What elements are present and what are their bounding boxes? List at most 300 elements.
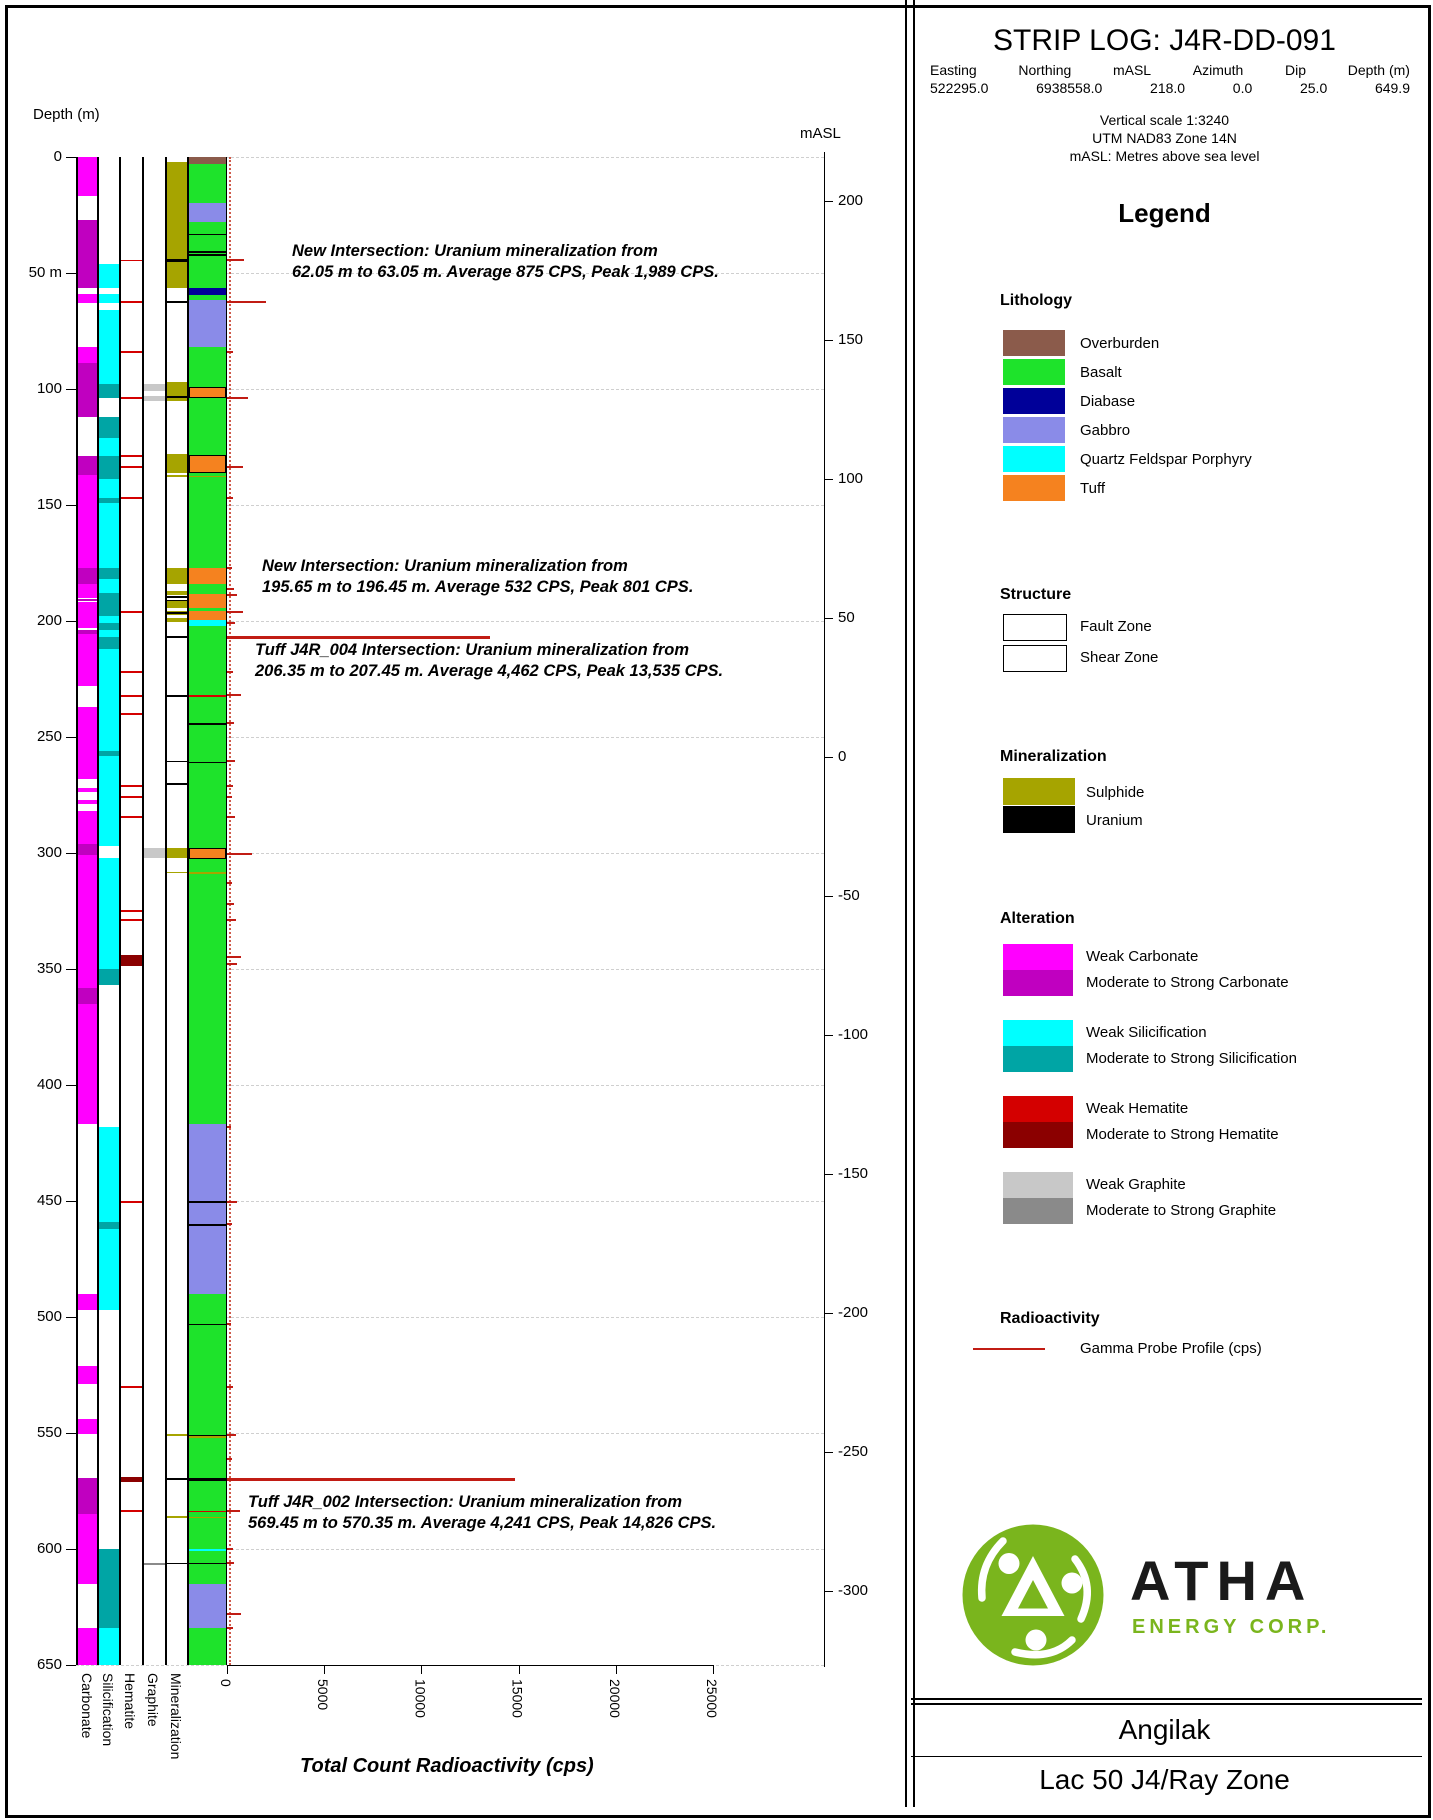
carbonate-interval (78, 1628, 97, 1665)
radioactivity-tick-label: 0 (218, 1679, 234, 1687)
gamma-spike (227, 497, 233, 499)
gamma-spike (227, 760, 235, 762)
alteration-swatch-strong (1003, 1046, 1073, 1072)
lithology-contact-line (189, 234, 226, 236)
alteration-weak-label: Weak Graphite (1086, 1176, 1186, 1193)
mineralization-interval (167, 783, 187, 784)
depth-tick (66, 1665, 76, 1666)
masl-tick (824, 479, 833, 480)
gamma-spike (227, 796, 232, 798)
gamma-spike (227, 1434, 236, 1436)
alteration-swatch-weak (1003, 944, 1073, 970)
carbonate-interval (78, 599, 97, 601)
mineralization-interval (167, 848, 187, 857)
gamma-spike (227, 816, 235, 818)
gamma-spike (227, 1478, 515, 1481)
hematite-interval (121, 816, 142, 818)
lithology-contact-line (189, 762, 226, 764)
silicification-interval (99, 969, 119, 985)
footer-mid-line (911, 1756, 1422, 1757)
depth-tick (66, 1085, 76, 1086)
lithology-contact-line (189, 1324, 226, 1326)
carbonate-interval (78, 1419, 97, 1434)
depth-tick (66, 621, 76, 622)
depth-tick (66, 273, 76, 274)
lithology-hematite-line (189, 1511, 226, 1513)
collar-header: Northing (1018, 62, 1072, 78)
radioactivity-tick-label: 25000 (704, 1679, 720, 1718)
gamma-spike (227, 397, 248, 399)
collar-info-values (930, 80, 1410, 96)
silicification-interval (99, 1222, 119, 1229)
mineralization-interval (167, 301, 187, 304)
structure-swatch-shear (1003, 645, 1067, 672)
silicification-interval (99, 579, 119, 593)
alteration-strong-label: Moderate to Strong Graphite (1086, 1202, 1277, 1219)
radioactivity-tick-label: 15000 (509, 1679, 526, 1718)
silicification-interval (99, 616, 119, 623)
gamma-spike (227, 1613, 241, 1615)
gamma-spike (227, 1223, 232, 1225)
graphite-interval (144, 1563, 165, 1565)
alteration-strong-label: Moderate to Strong Carbonate (1086, 974, 1289, 991)
footer-zone: Lac 50 J4/Ray Zone (1039, 1764, 1290, 1795)
mineralization-interval (167, 162, 187, 288)
hematite-interval (121, 455, 142, 457)
radioactivity-tick (324, 1665, 325, 1674)
depth-tick-label: 500 (36, 1308, 62, 1325)
lithology-interval-tuff (189, 611, 226, 620)
lithology-interval-basalt (189, 626, 226, 849)
lithology-label: Overburden (1080, 335, 1160, 352)
lithology-qfp-line (189, 1549, 226, 1551)
radioactivity-tick-label: 10000 (412, 1679, 429, 1718)
gamma-spike (227, 466, 243, 468)
lithology-interval-gabbro (189, 1124, 226, 1293)
carbonate-interval (78, 988, 97, 1004)
gamma-spike (227, 301, 266, 303)
gamma-spike (227, 956, 241, 958)
mineralization-interval (167, 454, 187, 473)
masl-tick-label: 100 (838, 470, 864, 487)
mineralization-label: Uranium (1086, 812, 1143, 829)
alteration-weak-label: Weak Carbonate (1086, 948, 1199, 965)
masl-tick (824, 340, 833, 341)
depth-tick (66, 157, 76, 158)
carbonate-interval (78, 800, 97, 805)
legend-radioactivity-heading: Radioactivity (1000, 1310, 1100, 1327)
masl-tick-label: -100 (838, 1026, 869, 1043)
depth-tick (66, 737, 76, 738)
carbonate-interval (78, 294, 97, 303)
lithology-swatch-overburden (1003, 330, 1065, 356)
hematite-interval (121, 955, 142, 965)
masl-tick-label: -150 (838, 1165, 869, 1182)
legend-alteration-heading: Alteration (1000, 910, 1075, 927)
graphite-interval (144, 396, 165, 401)
gamma-baseline (229, 157, 231, 1665)
depth-axis-title: Depth (m) (33, 106, 100, 123)
collar-value: 522295.0 (930, 80, 989, 96)
legend-title: Legend (1118, 198, 1211, 228)
silicification-interval (99, 1229, 119, 1310)
intersection-annotation: Tuff J4R_004 Intersection: Uranium mineralization from 206.35 m to 207.45 m. Average 4,462 CPS, Peak 13,535 CPS. (255, 641, 724, 680)
silicification-interval (99, 568, 119, 580)
carbonate-interval (78, 1294, 97, 1310)
depth-tick (66, 389, 76, 390)
alteration-swatch-weak (1003, 1020, 1073, 1046)
collar-value: 218.0 (1150, 80, 1186, 96)
gamma-spike (227, 259, 244, 261)
column-label-graphite: Graphite (145, 1673, 161, 1727)
hematite-interval (121, 497, 142, 499)
map-note: UTM NAD83 Zone 14N (1092, 130, 1237, 146)
masl-tick (824, 201, 833, 202)
mineralization-interval (167, 1478, 187, 1480)
mineralization-interval (167, 872, 187, 874)
footer-divider-top-inner (911, 1703, 1422, 1705)
silicification-interval (99, 310, 119, 384)
masl-tick-label: 0 (838, 748, 847, 765)
legend-structure-heading: Structure (1000, 586, 1072, 603)
lithology-interval-tuff (189, 568, 226, 584)
mineralization-interval (167, 695, 187, 697)
silicification-interval (99, 637, 119, 649)
carbonate-interval (78, 1004, 97, 1125)
gamma-spike (227, 567, 232, 569)
depth-tick-label: 350 (36, 960, 62, 977)
masl-axis-title: mASL (800, 125, 841, 142)
depth-tick-label: 550 (36, 1424, 62, 1441)
carbonate-interval (78, 707, 97, 779)
alteration-strong-label: Moderate to Strong Hematite (1086, 1126, 1279, 1143)
lithology-label: Tuff (1080, 480, 1106, 497)
gamma-spike (227, 1126, 231, 1128)
column-label-silicification: Silicification (100, 1673, 116, 1747)
map-note: Vertical scale 1:3240 (1099, 112, 1230, 128)
lithology-sulphide-line (189, 476, 226, 478)
lithology-interval-gabbro (189, 203, 226, 222)
panel-divider (905, 0, 915, 1807)
gamma-spike (227, 611, 243, 613)
lithology-contact-line (189, 254, 226, 256)
silicification-interval (99, 593, 119, 616)
alteration-swatch-weak (1003, 1096, 1073, 1122)
lithology-interval-diabase (189, 288, 226, 295)
atha-logo-icon (958, 1520, 1108, 1670)
mineralization-interval (167, 761, 187, 762)
gamma-spike (227, 722, 234, 724)
alteration-swatch-strong (1003, 1122, 1073, 1148)
silicification-interval (99, 630, 119, 637)
lithology-interval-tuff (189, 455, 226, 472)
lithology-interval-basalt (189, 859, 226, 1125)
intersection-annotation: Tuff J4R_002 Intersection: Uranium mineralization from 569.45 m to 570.35 m. Average 4,241 CPS, Peak 14,826 CPS. (248, 1493, 717, 1532)
lithology-sulphide-line (189, 872, 226, 874)
hematite-interval (121, 910, 142, 912)
hematite-interval (121, 466, 142, 468)
carbonate-interval (78, 157, 97, 196)
silicification-interval (99, 858, 119, 969)
carbonate-interval (78, 568, 97, 584)
lithology-contact-line (189, 723, 226, 725)
collar-info-headers (930, 62, 1410, 78)
gamma-spike (227, 622, 235, 624)
mineralization-interval (167, 618, 187, 623)
masl-tick-label: -200 (838, 1304, 869, 1321)
gamma-spike (227, 694, 241, 696)
depth-tick (66, 853, 76, 854)
gamma-spike (227, 1201, 237, 1203)
lithology-interval-gabbro (189, 1584, 226, 1628)
lithology-interval-basalt (189, 1481, 226, 1584)
footer-project: Angilak (1118, 1714, 1211, 1745)
radioactivity-tick (421, 1665, 422, 1674)
masl-tick (824, 757, 833, 758)
gamma-spike (227, 919, 236, 921)
depth-tick (66, 1433, 76, 1434)
page-title: STRIP LOG: J4R-DD-091 (993, 24, 1336, 57)
hematite-interval (121, 611, 142, 613)
gamma-spike (227, 1627, 233, 1629)
column-label-carbonate: Carbonate (79, 1673, 95, 1739)
collar-value: 25.0 (1299, 80, 1328, 96)
gamma-spike (227, 1323, 231, 1325)
lithology-contact-line (189, 251, 226, 253)
hematite-interval (121, 796, 142, 798)
radioactivity-tick-label: 20000 (606, 1679, 623, 1718)
mineralization-interval (167, 600, 187, 601)
hematite-interval (121, 397, 142, 399)
mineralization-interval (167, 568, 187, 584)
gamma-spike (227, 963, 237, 965)
masl-tick (824, 1035, 833, 1036)
lithology-interval-tuff (189, 594, 226, 608)
masl-axis-line (824, 152, 825, 1667)
structure-swatch-fault (1003, 614, 1067, 641)
lithology-interval-basalt (189, 1294, 226, 1478)
mineralization-interval (167, 475, 187, 477)
radioactivity-tick (519, 1665, 520, 1674)
hematite-interval (121, 351, 142, 353)
silicification-interval (99, 623, 119, 630)
column-graphite (143, 157, 166, 1665)
carbonate-interval (78, 475, 97, 568)
structure-label: Fault Zone (1080, 618, 1152, 635)
lithology-label: Basalt (1080, 364, 1122, 381)
depth-tick-label: 150 (36, 496, 62, 513)
silicification-interval (99, 417, 119, 438)
lithology-interval-basalt (189, 473, 226, 568)
collar-header: Dip (1285, 62, 1307, 78)
lithology-hematite-line (189, 695, 226, 697)
depth-tick-label: 450 (36, 1192, 62, 1209)
depth-tick (66, 969, 76, 970)
silicification-interval (99, 1628, 119, 1665)
intersection-annotation: New Intersection: Uranium mineralization from 62.05 m to 63.05 m. Average 875 CPS, Peak 1,989 CPS. (292, 242, 719, 281)
masl-tick-label: -300 (838, 1582, 869, 1599)
gamma-line-swatch (973, 1348, 1045, 1350)
radioactivity-tick (227, 1665, 228, 1674)
gamma-spike (227, 882, 232, 884)
carbonate-interval (78, 363, 97, 416)
alteration-swatch-strong (1003, 970, 1073, 996)
masl-tick-label: 150 (838, 331, 864, 348)
silicification-interval (99, 479, 119, 498)
lithology-swatch-qfp (1003, 446, 1065, 472)
depth-tick (66, 1549, 76, 1550)
carbonate-interval (78, 634, 97, 686)
radioactivity-tick (713, 1665, 714, 1674)
depth-tick-label: 50 m (28, 264, 62, 281)
mineralization-interval (167, 601, 187, 608)
lithology-swatch-gabbro (1003, 417, 1065, 443)
alteration-strong-label: Moderate to Strong Silicification (1086, 1050, 1297, 1067)
lithology-swatch-tuff (1003, 475, 1065, 501)
mineralization-interval (167, 1434, 187, 1436)
structure-label: Shear Zone (1080, 649, 1159, 666)
depth-tick-label: 0 (53, 148, 62, 165)
silicification-interval (99, 456, 119, 479)
hematite-interval (121, 695, 142, 697)
carbonate-interval (78, 811, 97, 843)
masl-tick-label: -50 (838, 887, 860, 904)
hematite-interval (121, 919, 142, 921)
gamma-spike (227, 671, 233, 673)
gamma-spike (227, 785, 233, 787)
mineralization-interval (167, 1563, 187, 1564)
graphite-interval (144, 848, 165, 857)
silicification-interval (99, 649, 119, 751)
hematite-interval (121, 785, 142, 787)
depth-tick-label: 650 (36, 1656, 62, 1673)
carbonate-interval (78, 602, 97, 628)
intersection-annotation: New Intersection: Uranium mineralization from 195.65 m to 196.45 m. Average 532 CPS, Peak 801 CPS. (262, 557, 694, 596)
column-label-hematite: Hematite (122, 1673, 138, 1730)
lithology-swatch-diabase (1003, 388, 1065, 414)
gamma-spike (227, 594, 237, 596)
masl-tick (824, 1591, 833, 1592)
depth-tick-label: 400 (36, 1076, 62, 1093)
depth-tick-label: 200 (36, 612, 62, 629)
mineralization-interval (167, 596, 187, 598)
silicification-interval (99, 1549, 119, 1628)
carbonate-interval (78, 1478, 97, 1514)
collar-value: 0.0 (1232, 80, 1253, 96)
silicification-interval (99, 294, 119, 303)
alteration-swatch-weak (1003, 1172, 1073, 1198)
footer-divider-top (911, 1698, 1422, 1700)
gamma-spike (227, 853, 252, 855)
depth-tick-label: 600 (36, 1540, 62, 1557)
hematite-interval (121, 1201, 142, 1203)
legend-mineralization-heading: Mineralization (1000, 748, 1107, 765)
lithology-interval-basalt (189, 164, 226, 203)
gamma-spike (227, 903, 234, 905)
lithology-interval-tuff (189, 387, 226, 399)
carbonate-interval (78, 1366, 97, 1385)
depth-tick-label: 250 (36, 728, 62, 745)
gamma-spike (227, 1548, 233, 1550)
mineralization-interval (167, 636, 187, 639)
lithology-interval-basalt (189, 347, 226, 381)
carbonate-interval (78, 584, 97, 598)
carbonate-interval (78, 1514, 97, 1584)
gamma-spike (227, 1458, 232, 1460)
hematite-interval (121, 260, 142, 262)
carbonate-interval (78, 788, 97, 791)
mineralization-swatch-sulphide (1003, 778, 1075, 805)
mineralization-interval (167, 612, 187, 614)
column-label-mineralization: Mineralization (168, 1673, 184, 1760)
collar-value: 649.9 (1374, 80, 1410, 96)
gamma-spike (227, 1562, 234, 1564)
depth-tick-label: 100 (36, 380, 62, 397)
masl-tick-label: -250 (838, 1443, 869, 1460)
atha-logo (952, 1520, 1422, 1670)
graphite-interval (144, 384, 165, 391)
hematite-interval (121, 1510, 142, 1512)
silicification-interval (99, 1127, 119, 1222)
carbonate-interval (78, 844, 97, 856)
lithology-interval-basalt (189, 584, 226, 594)
mineralization-interval (167, 591, 187, 596)
lithology-contact-line (189, 1201, 226, 1203)
collar-header: mASL (1112, 62, 1152, 78)
collar-value: 6938558.0 (1036, 80, 1103, 96)
collar-header: Azimuth (1192, 62, 1244, 78)
mineralization-label: Sulphide (1086, 784, 1145, 801)
alteration-weak-label: Weak Hematite (1086, 1100, 1189, 1117)
lithology-label: Gabbro (1080, 422, 1131, 439)
silicification-interval (99, 384, 119, 398)
gamma-spike (227, 636, 490, 639)
silicification-interval (99, 503, 119, 568)
masl-tick-label: 50 (838, 609, 855, 626)
lithology-sulphide-line (189, 1517, 226, 1519)
gamma-spike (227, 1510, 240, 1512)
alteration-weak-label: Weak Silicification (1086, 1024, 1207, 1041)
lithology-contact-line (189, 1563, 226, 1565)
hematite-interval (121, 713, 142, 715)
depth-tick (66, 505, 76, 506)
silicification-interval (99, 264, 119, 288)
radioactivity-axis-line (227, 1665, 713, 1666)
gamma-spike (227, 1386, 233, 1388)
hematite-interval (121, 301, 142, 303)
atha-sub-text: ENERGY CORP. (1132, 1616, 1331, 1638)
silicification-interval (99, 438, 119, 457)
silicification-interval (99, 756, 119, 846)
gamma-spike (227, 588, 234, 590)
lithology-contact-line (189, 1224, 226, 1226)
carbonate-interval (78, 220, 97, 288)
mineralization-interval (167, 259, 187, 262)
masl-tick-label: 200 (838, 192, 864, 209)
depth-tick-label: 300 (36, 844, 62, 861)
masl-tick (824, 896, 833, 897)
lithology-sulphide-line (189, 1436, 226, 1438)
lithology-swatch-basalt (1003, 359, 1065, 385)
masl-tick (824, 1452, 833, 1453)
alteration-swatch-strong (1003, 1198, 1073, 1224)
legend-lithology-heading: Lithology (1000, 292, 1072, 309)
lithology-interval-gabbro (189, 300, 226, 348)
mineralization-swatch-uranium (1003, 806, 1075, 833)
masl-tick (824, 1313, 833, 1314)
radioactivity-tick-label: 5000 (315, 1679, 332, 1711)
hematite-interval (121, 1477, 142, 1482)
